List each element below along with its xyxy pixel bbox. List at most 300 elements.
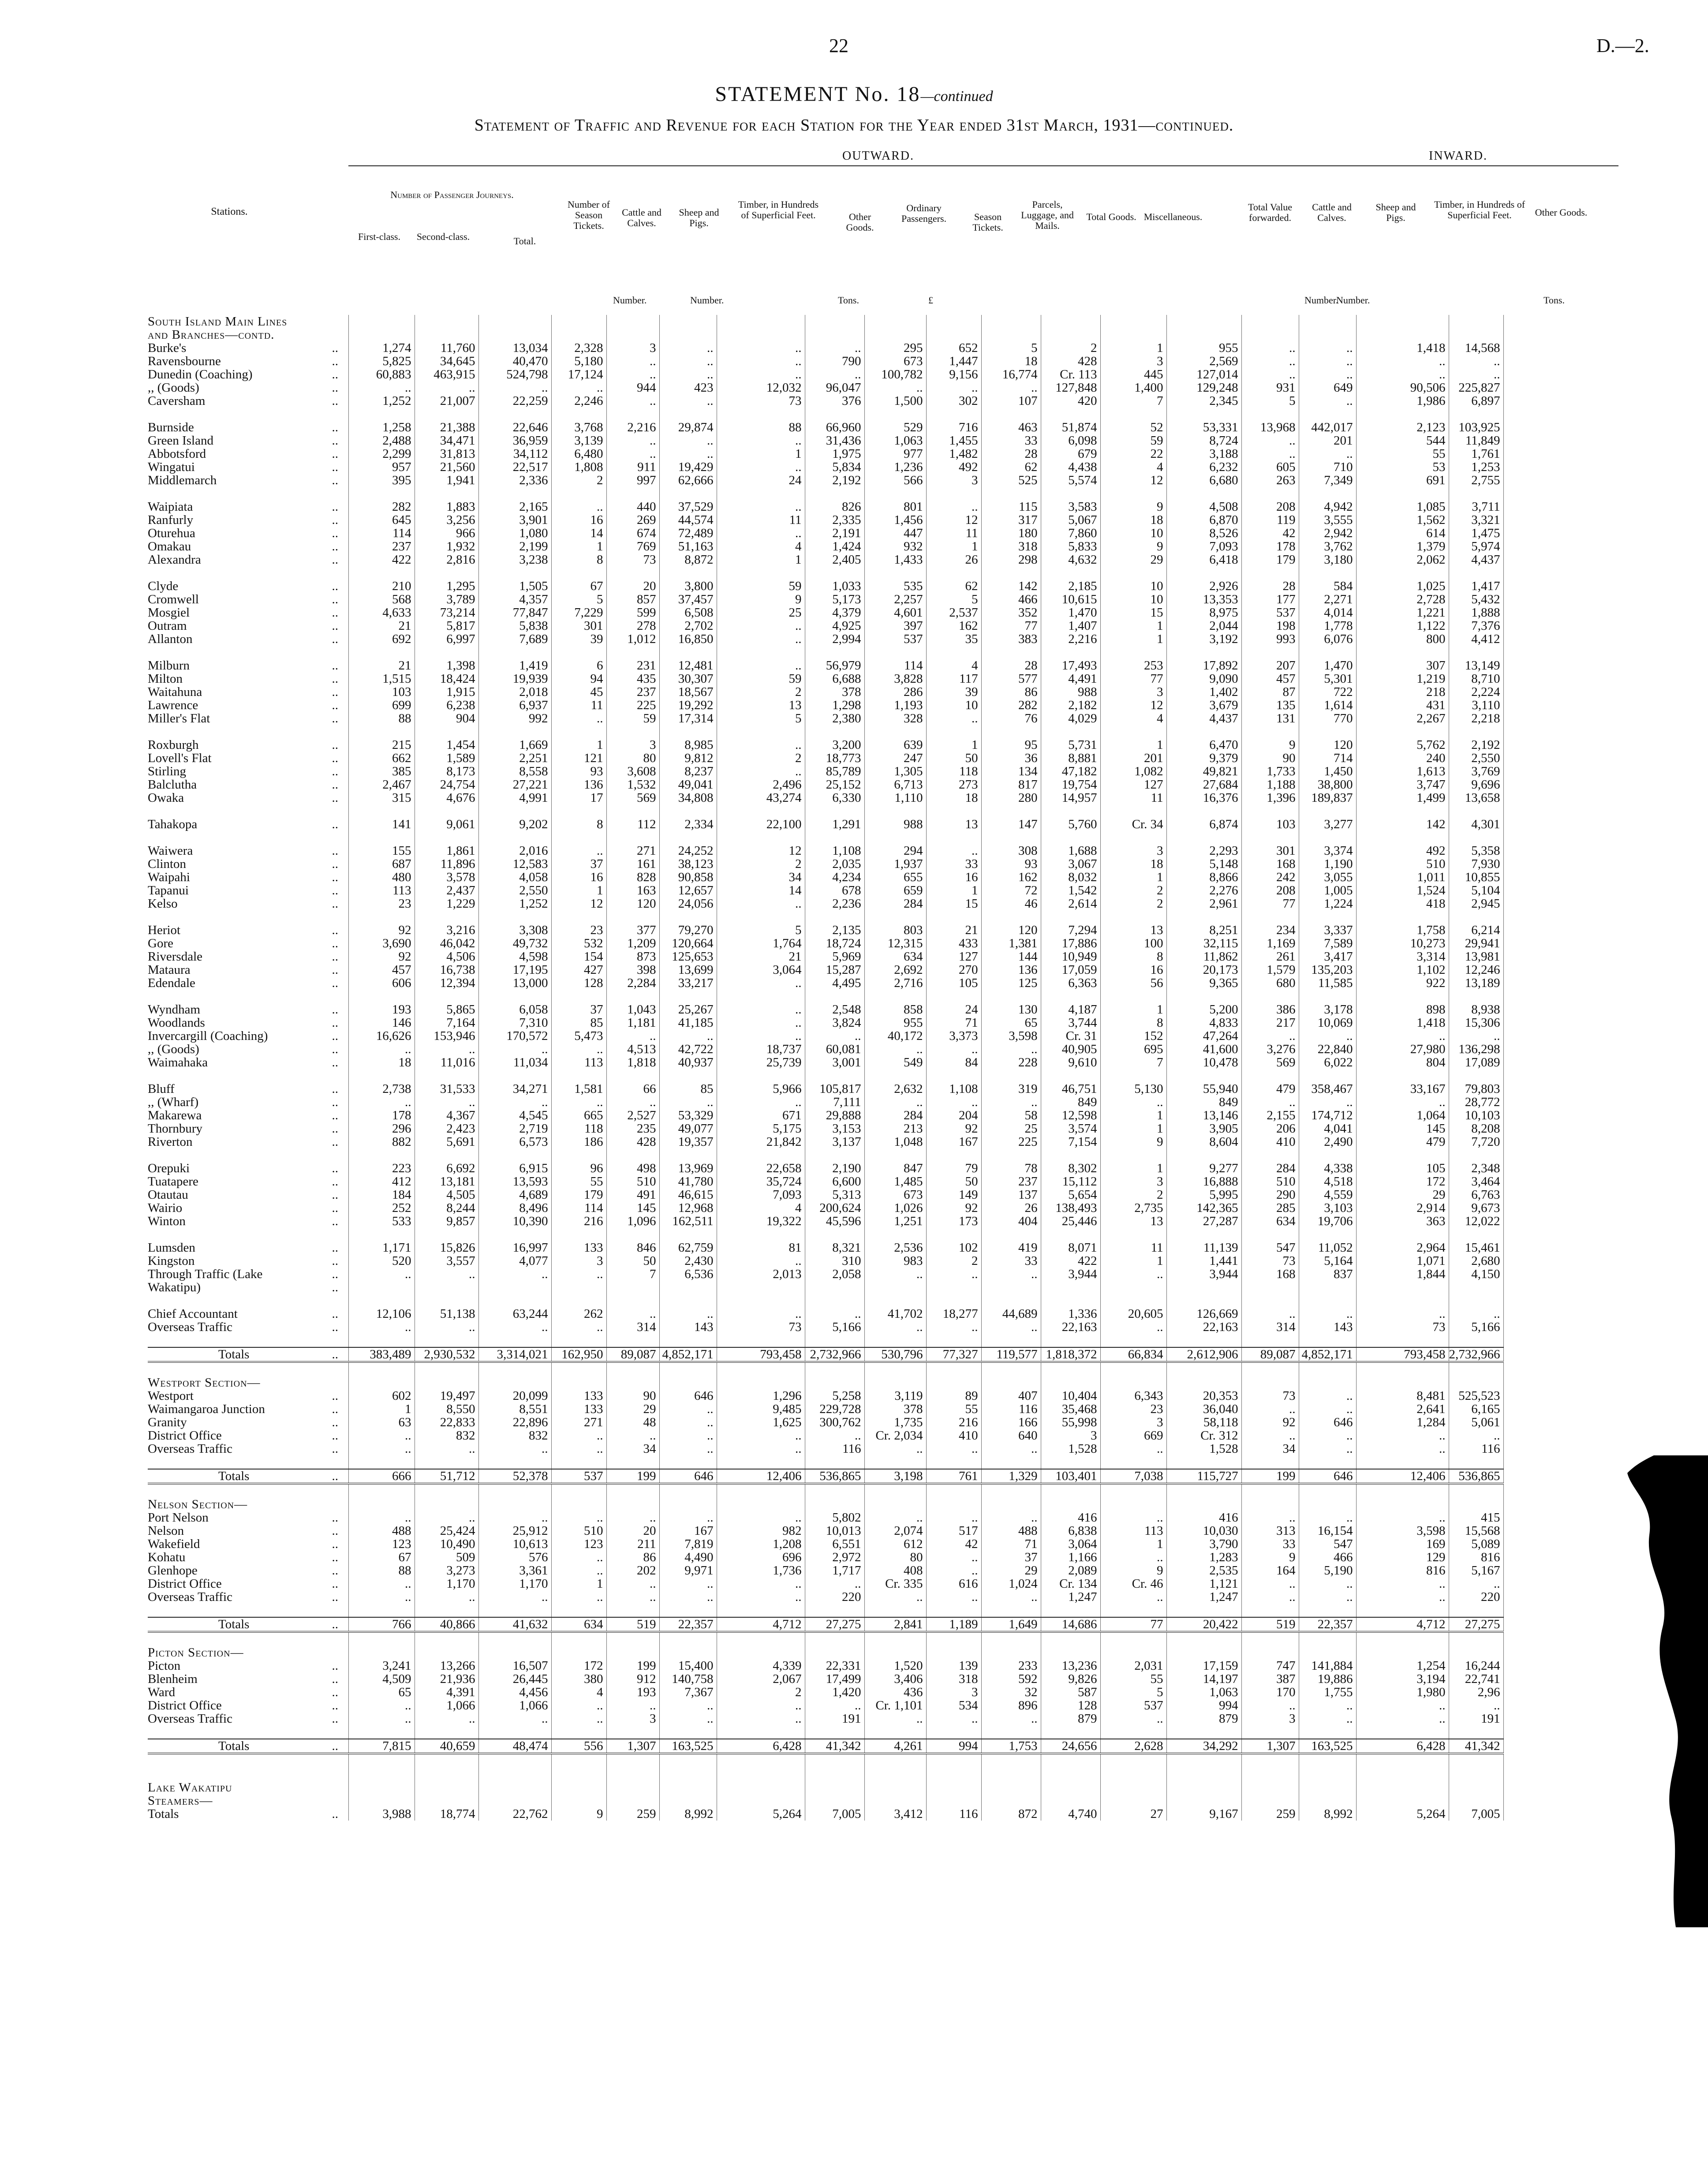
value-cell	[1166, 566, 1241, 580]
value-cell: 832	[415, 1429, 478, 1442]
value-cell: 2,628	[1100, 1739, 1166, 1754]
value-cell: ..	[1241, 1429, 1299, 1442]
value-cell: ..	[606, 394, 659, 408]
value-cell: 56,979	[805, 659, 864, 672]
station-name: Stirling	[148, 765, 187, 778]
leader-dots: ..	[322, 1281, 348, 1294]
value-cell: 832	[478, 1429, 551, 1442]
value-cell: 5,802	[805, 1511, 864, 1524]
value-cell: 7,720	[1449, 1135, 1503, 1148]
value-cell: Cr. 1,101	[864, 1699, 926, 1712]
value-cell	[1241, 1281, 1299, 1294]
value-cell	[1041, 990, 1100, 1003]
value-cell: 62,666	[659, 474, 717, 487]
value-cell: 130	[981, 1003, 1041, 1016]
leader-dots: ..	[322, 738, 348, 752]
value-cell: 92	[926, 1201, 981, 1215]
value-cell: 134	[981, 765, 1041, 778]
value-cell: 3,944	[1166, 1268, 1241, 1281]
value-cell: 88	[717, 421, 805, 434]
value-cell	[1299, 408, 1356, 421]
table-row	[148, 1201, 1503, 1215]
station-name: Kohatu	[148, 1551, 186, 1564]
value-cell: 587	[1041, 1686, 1100, 1699]
station-name: Lawrence	[148, 699, 198, 712]
value-cell: ..	[606, 1590, 659, 1604]
table-row	[148, 1016, 1503, 1029]
value-cell: 1	[1100, 1109, 1166, 1122]
value-cell	[1356, 1484, 1449, 1498]
leader-dots: ..	[322, 474, 348, 487]
value-cell: 208	[1241, 500, 1299, 513]
value-cell: 123	[348, 1537, 415, 1551]
value-cell: ..	[551, 1564, 606, 1577]
value-cell	[415, 1604, 478, 1617]
value-cell: 36,040	[1166, 1402, 1241, 1416]
value-cell	[551, 646, 606, 659]
value-cell: 4,518	[1299, 1175, 1356, 1188]
value-cell	[1299, 1376, 1356, 1389]
value-cell: 3,768	[551, 421, 606, 434]
value-cell: 85	[551, 1016, 606, 1029]
value-cell: ..	[478, 381, 551, 394]
value-cell: ..	[1299, 394, 1356, 408]
value-cell: 25,739	[717, 1056, 805, 1069]
table-row	[148, 606, 1503, 619]
value-cell: ..	[659, 1511, 717, 1524]
value-cell: 263	[1241, 474, 1299, 487]
value-cell: 3	[1100, 844, 1166, 857]
value-cell: 4	[1100, 712, 1166, 725]
value-cell: 103	[348, 685, 415, 699]
value-cell: 509	[415, 1551, 478, 1564]
first-class-header: First-class.	[358, 231, 400, 242]
value-cell: 15	[1100, 606, 1166, 619]
value-cell	[1356, 1376, 1449, 1389]
value-cell: ..	[1356, 1442, 1449, 1455]
value-cell	[551, 566, 606, 580]
value-cell	[864, 725, 926, 738]
value-cell: 3	[1241, 1712, 1299, 1725]
value-cell	[1356, 487, 1449, 500]
leader-dots: ..	[322, 1442, 348, 1455]
value-cell: ..	[981, 1043, 1041, 1056]
value-cell: 422	[1041, 1254, 1100, 1268]
value-cell: 87	[1241, 685, 1299, 699]
inward-other-goods-header: Other Goods.	[1535, 207, 1588, 218]
leader-dots	[322, 990, 348, 1003]
value-cell: 4,601	[864, 606, 926, 619]
leader-dots: ..	[322, 685, 348, 699]
table-row	[148, 937, 1503, 950]
value-cell: 55	[1356, 447, 1449, 460]
value-cell	[659, 487, 717, 500]
value-cell: 1,515	[348, 672, 415, 685]
value-cell	[1041, 1148, 1100, 1162]
value-cell: 4,077	[478, 1254, 551, 1268]
value-cell	[981, 1768, 1041, 1781]
value-cell: 3,256	[415, 513, 478, 527]
value-cell	[659, 1754, 717, 1768]
value-cell: 140,758	[659, 1672, 717, 1686]
value-cell	[478, 1604, 551, 1617]
value-cell: ..	[717, 368, 805, 381]
value-cell: 692	[348, 632, 415, 646]
value-cell: ..	[551, 1442, 606, 1455]
value-cell	[606, 328, 659, 341]
value-cell	[606, 725, 659, 738]
station-name: Burnside	[148, 421, 194, 434]
table-row	[148, 1135, 1503, 1148]
value-cell	[1241, 1334, 1299, 1347]
value-cell: 6,763	[1449, 1188, 1503, 1201]
value-cell: 1,190	[1299, 857, 1356, 871]
value-cell: 12,032	[717, 381, 805, 394]
value-cell: 29,941	[1449, 937, 1503, 950]
value-cell	[551, 725, 606, 738]
value-cell: 2,224	[1449, 685, 1503, 699]
value-cell: 5	[717, 712, 805, 725]
value-cell: 696	[717, 1551, 805, 1564]
value-cell: 1	[926, 540, 981, 553]
value-cell: 53	[1356, 460, 1449, 474]
value-cell	[1299, 990, 1356, 1003]
value-cell: 2,614	[1041, 897, 1100, 910]
value-cell: 10	[1100, 580, 1166, 593]
value-cell: 519	[606, 1617, 659, 1632]
leader-dots: ..	[322, 368, 348, 381]
season-tickets-header: Season Tickets.	[972, 211, 1003, 233]
value-cell	[478, 315, 551, 328]
value-cell: 380	[551, 1672, 606, 1686]
value-cell: 13,353	[1166, 593, 1241, 606]
value-cell	[717, 566, 805, 580]
value-cell: ..	[659, 1096, 717, 1109]
value-cell: 35,468	[1041, 1402, 1100, 1416]
value-cell: 59	[717, 580, 805, 593]
section-header-row	[148, 1376, 1503, 1389]
value-cell: 216	[551, 1215, 606, 1228]
value-cell: ..	[926, 1043, 981, 1056]
section-header-row	[148, 328, 1503, 341]
value-cell: ..	[1100, 1712, 1166, 1725]
spacer-row	[148, 1362, 1503, 1376]
value-cell: 7,589	[1299, 937, 1356, 950]
value-cell: 136	[551, 778, 606, 791]
value-cell: 6,418	[1166, 553, 1241, 566]
value-cell: 3,110	[1449, 699, 1503, 712]
value-cell: 847	[864, 1162, 926, 1175]
value-cell	[348, 831, 415, 844]
value-cell	[805, 328, 864, 341]
leader-dots: ..	[322, 1162, 348, 1175]
value-cell	[551, 1794, 606, 1807]
value-cell: 115,727	[1166, 1469, 1241, 1484]
value-cell	[478, 487, 551, 500]
value-cell	[1100, 1362, 1166, 1376]
station-name: Winton	[148, 1215, 186, 1228]
value-cell: 944	[606, 381, 659, 394]
value-cell: 3,216	[415, 924, 478, 937]
value-cell: 1	[1100, 871, 1166, 884]
value-cell: 125,653	[659, 950, 717, 963]
value-cell	[717, 1148, 805, 1162]
spacer-row	[148, 1069, 1503, 1082]
value-cell: 4,187	[1041, 1003, 1100, 1016]
value-cell: 29	[981, 1564, 1041, 1577]
leader-dots	[322, 1632, 348, 1646]
value-cell: 21	[348, 659, 415, 672]
value-cell: 529	[864, 421, 926, 434]
value-cell: 178	[348, 1109, 415, 1122]
value-cell	[1100, 831, 1166, 844]
value-cell: 218	[1356, 685, 1449, 699]
value-cell: ..	[1449, 368, 1503, 381]
value-cell: 826	[805, 500, 864, 513]
value-cell: 849	[1041, 1096, 1100, 1109]
value-cell: 4,833	[1166, 1016, 1241, 1029]
value-cell	[717, 1484, 805, 1498]
value-cell	[1100, 1069, 1166, 1082]
value-cell: 118	[926, 765, 981, 778]
value-cell: 3,178	[1299, 1003, 1356, 1016]
leader-dots: ..	[322, 1056, 348, 1069]
value-cell: 1,064	[1356, 1109, 1449, 1122]
value-cell: 85	[659, 1082, 717, 1096]
value-cell: ..	[551, 1699, 606, 1712]
statement-subtitle: Statement of Traffic and Revenue for each Station for the Year ended 31st March, 1931—continued.	[474, 116, 1234, 135]
value-cell	[926, 1794, 981, 1807]
value-cell: 1,329	[981, 1469, 1041, 1484]
value-cell: 1,470	[1041, 606, 1100, 619]
value-cell: 88	[348, 712, 415, 725]
value-cell: 8	[551, 818, 606, 831]
value-cell	[1166, 725, 1241, 738]
value-cell: 34	[1241, 1442, 1299, 1455]
value-cell: 15,568	[1449, 1524, 1503, 1537]
leader-dots	[322, 831, 348, 844]
value-cell: 2,016	[478, 844, 551, 857]
value-cell: 118	[551, 1122, 606, 1135]
value-cell: 89,087	[606, 1347, 659, 1362]
value-cell: 8,872	[659, 553, 717, 566]
value-cell: 4	[717, 540, 805, 553]
value-cell: 4,029	[1041, 712, 1100, 725]
value-cell: 59	[1100, 434, 1166, 447]
value-cell: 5,301	[1299, 672, 1356, 685]
value-cell: 79,270	[659, 924, 717, 937]
value-cell: 103,401	[1041, 1469, 1100, 1484]
value-cell: 234	[1241, 924, 1299, 937]
value-cell: 9,610	[1041, 1056, 1100, 1069]
value-cell	[981, 1781, 1041, 1794]
value-cell: 988	[1041, 685, 1100, 699]
value-cell: ..	[805, 1029, 864, 1043]
value-cell: 22	[1100, 447, 1166, 460]
value-cell	[717, 1794, 805, 1807]
value-cell	[926, 1604, 981, 1617]
value-cell: 6,937	[478, 699, 551, 712]
value-cell	[1100, 1632, 1166, 1646]
statement-title-continued: —continued	[920, 88, 993, 105]
leader-dots: ..	[322, 1268, 348, 1281]
value-cell	[1100, 315, 1166, 328]
value-cell	[981, 1754, 1041, 1768]
value-cell: 72,489	[659, 527, 717, 540]
value-cell: 1,274	[348, 341, 415, 355]
value-cell: 73	[606, 553, 659, 566]
value-cell	[1356, 408, 1449, 421]
value-cell	[606, 1334, 659, 1347]
station-name: Chief Accountant	[148, 1307, 238, 1320]
value-cell: 16	[551, 513, 606, 527]
value-cell: 1,669	[478, 738, 551, 752]
value-cell: 4,689	[478, 1188, 551, 1201]
value-cell	[864, 1455, 926, 1469]
value-cell: 6,915	[478, 1162, 551, 1175]
value-cell: 691	[1356, 474, 1449, 487]
value-cell: 56	[1100, 976, 1166, 990]
value-cell: 233	[981, 1659, 1041, 1672]
value-cell: 6,600	[805, 1175, 864, 1188]
table-row	[148, 884, 1503, 897]
value-cell: 9,673	[1449, 1201, 1503, 1215]
value-cell: 11,016	[415, 1056, 478, 1069]
leader-dots: ..	[322, 1739, 348, 1754]
value-cell: 282	[981, 699, 1041, 712]
value-cell: 145	[1356, 1122, 1449, 1135]
value-cell: 2	[1041, 341, 1100, 355]
value-cell	[926, 990, 981, 1003]
value-cell: 8,071	[1041, 1241, 1100, 1254]
value-cell: 2,548	[805, 1003, 864, 1016]
value-cell: 29	[1100, 553, 1166, 566]
value-cell: 645	[348, 513, 415, 527]
value-cell: 431	[1356, 699, 1449, 712]
value-cell: 23	[1100, 1402, 1166, 1416]
value-cell: 1,063	[1166, 1686, 1241, 1699]
value-cell: 1,755	[1299, 1686, 1356, 1699]
value-cell: 2,467	[348, 778, 415, 791]
value-cell	[1041, 1768, 1100, 1781]
value-cell	[551, 1228, 606, 1241]
value-cell: 614	[1356, 527, 1449, 540]
value-cell: 168	[1241, 1268, 1299, 1281]
value-cell: 22,646	[478, 421, 551, 434]
value-cell: 296	[348, 1122, 415, 1135]
station-name: Westport	[148, 1389, 194, 1402]
value-cell: 3	[1100, 685, 1166, 699]
value-cell: 427	[551, 963, 606, 976]
value-cell: ..	[348, 1442, 415, 1455]
value-cell: 211	[606, 1537, 659, 1551]
value-cell: 18	[1100, 513, 1166, 527]
leader-dots: ..	[322, 434, 348, 447]
value-cell: 649	[1299, 381, 1356, 394]
leader-dots: ..	[322, 341, 348, 355]
value-cell: ..	[1356, 355, 1449, 368]
value-cell: 179	[551, 1188, 606, 1201]
value-cell	[805, 1604, 864, 1617]
value-cell: 307	[1356, 659, 1449, 672]
value-cell: ..	[478, 1043, 551, 1056]
value-cell: 7	[1100, 394, 1166, 408]
leader-dots: ..	[322, 1003, 348, 1016]
value-cell: 23	[551, 924, 606, 937]
value-cell: 52,378	[478, 1469, 551, 1484]
value-cell	[606, 487, 659, 500]
value-cell: 38,800	[1299, 778, 1356, 791]
value-cell: 6,232	[1166, 460, 1241, 474]
value-cell: 5	[1241, 394, 1299, 408]
table-row	[148, 672, 1503, 685]
value-cell	[1241, 1228, 1299, 1241]
leader-dots: ..	[322, 1347, 348, 1362]
value-cell	[1449, 910, 1503, 924]
value-cell: 5,838	[478, 619, 551, 632]
value-cell: 34,271	[478, 1082, 551, 1096]
value-cell: ..	[1449, 1429, 1503, 1442]
value-cell: 1,736	[717, 1564, 805, 1577]
value-cell: 120	[981, 924, 1041, 937]
value-cell: 5,175	[717, 1122, 805, 1135]
leader-dots: ..	[322, 1511, 348, 1524]
value-cell: 4,150	[1449, 1268, 1503, 1281]
value-cell: 537	[1100, 1699, 1166, 1712]
value-cell: 16,507	[478, 1659, 551, 1672]
value-cell	[1166, 990, 1241, 1003]
value-cell: 242	[1241, 871, 1299, 884]
value-cell: 252	[348, 1201, 415, 1215]
value-cell	[1356, 1646, 1449, 1659]
value-cell: 2	[926, 1254, 981, 1268]
value-cell: 687	[348, 857, 415, 871]
value-cell: 1	[926, 738, 981, 752]
value-cell	[606, 1498, 659, 1511]
value-cell: 2,328	[551, 341, 606, 355]
value-cell: 1,071	[1356, 1254, 1449, 1268]
value-cell: 162	[926, 619, 981, 632]
leader-dots: ..	[322, 791, 348, 804]
value-cell	[1100, 1148, 1166, 1162]
leader-dots	[322, 315, 348, 328]
value-cell: 31,533	[415, 1082, 478, 1096]
value-cell: 77,847	[478, 606, 551, 619]
value-cell	[926, 1228, 981, 1241]
value-cell: 16,244	[1449, 1659, 1503, 1672]
value-cell	[415, 1455, 478, 1469]
value-cell: 584	[1299, 580, 1356, 593]
value-cell: 21,388	[415, 421, 478, 434]
value-cell: 13	[926, 818, 981, 831]
value-cell: 262	[551, 1307, 606, 1320]
leader-dots	[322, 1781, 348, 1794]
value-cell	[717, 1725, 805, 1739]
value-cell: 84	[926, 1056, 981, 1069]
leader-dots: ..	[322, 1564, 348, 1577]
station-name: and Branches—contd.	[148, 328, 275, 341]
other-goods-header: Other Goods.	[846, 211, 874, 233]
value-cell: 2,569	[1166, 355, 1241, 368]
value-cell: 34,808	[659, 791, 717, 804]
value-cell: 463	[981, 421, 1041, 434]
value-cell: 646	[659, 1389, 717, 1402]
table-row	[148, 778, 1503, 791]
value-cell: 4	[1100, 460, 1166, 474]
value-cell	[1449, 1376, 1503, 1389]
value-cell	[1356, 315, 1449, 328]
value-cell: ..	[1356, 1577, 1449, 1590]
